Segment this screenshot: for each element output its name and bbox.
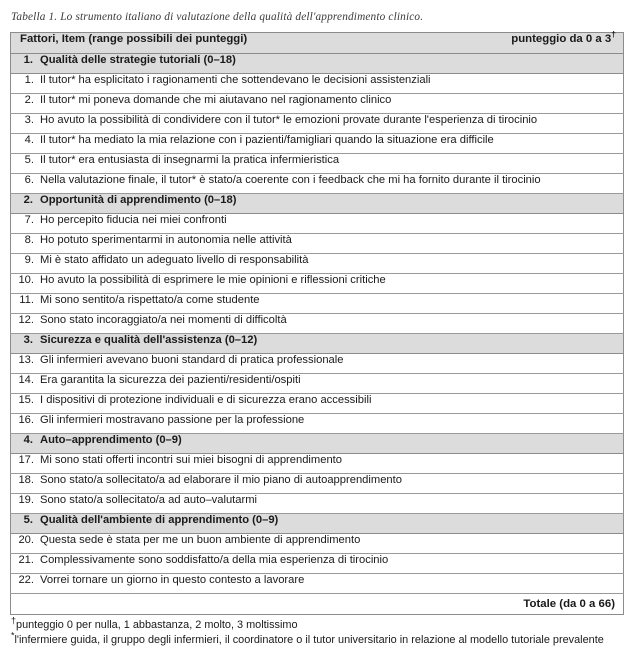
footnote bbox=[11, 633, 624, 647]
item-row bbox=[11, 534, 624, 554]
item-cell bbox=[11, 494, 624, 514]
item-cell bbox=[11, 374, 624, 394]
item-label: Il tutor* mi poneva domande che mi aiutavano nel ragionamento clinico bbox=[40, 94, 616, 106]
item-label: I dispositivi di protezione individuali e di sicurezza erano accessibili bbox=[40, 394, 616, 406]
item-label: Mi è stato affidato un adeguato livello di responsabilità bbox=[40, 254, 616, 266]
footnote-marker-dagger: † bbox=[611, 29, 616, 39]
item-row bbox=[11, 554, 624, 574]
item-row bbox=[11, 254, 624, 274]
column-header-items: Fattori, Item (range possibili dei punteggi) bbox=[20, 33, 247, 45]
item-label: Sono stato/a sollecitato/a ad auto–valutarmi bbox=[40, 494, 616, 506]
column-header-score-label: punteggio da 0 a 3 bbox=[511, 33, 611, 45]
item-cell bbox=[11, 234, 624, 254]
factor-row bbox=[11, 194, 624, 214]
item-number: 12. bbox=[11, 314, 40, 326]
item-number: 17. bbox=[11, 454, 40, 466]
item-label: Sono stato incoraggiato/a nei momenti di difficoltà bbox=[40, 314, 616, 326]
item-cell bbox=[11, 214, 624, 234]
item-label: Gli infermieri mostravano passione per la professione bbox=[40, 414, 616, 426]
factor-number: 3. bbox=[11, 334, 40, 346]
item-label: Ho avuto la possibilità di esprimere le mie opinioni e riflessioni critiche bbox=[40, 274, 616, 286]
item-label: Vorrei tornare un giorno in questo contesto a lavorare bbox=[40, 574, 616, 586]
item-label: Mi sono sentito/a rispettato/a come studente bbox=[40, 294, 616, 306]
item-number: 8. bbox=[11, 234, 40, 246]
item-number: 13. bbox=[11, 354, 40, 366]
item-cell bbox=[11, 554, 624, 574]
footnote-text: l'infermiere guida, il gruppo degli infermieri, il coordinatore o il tutor universitario in relazione al modello tutoriale prevalente bbox=[15, 634, 604, 646]
table-header-row bbox=[11, 33, 624, 54]
factor-cell bbox=[11, 434, 624, 454]
factor-row bbox=[11, 434, 624, 454]
footnote-text: punteggio 0 per nulla, 1 abbastanza, 2 molto, 3 moltissimo bbox=[16, 619, 298, 631]
table-body bbox=[11, 33, 624, 615]
factor-label: Opportunità di apprendimento (0–18) bbox=[40, 194, 616, 206]
item-row bbox=[11, 574, 624, 594]
item-label: Mi sono stati offerti incontri sui miei bisogni di apprendimento bbox=[40, 454, 616, 466]
item-cell bbox=[11, 74, 624, 94]
item-row bbox=[11, 74, 624, 94]
item-cell bbox=[11, 254, 624, 274]
factor-number: 5. bbox=[11, 514, 40, 526]
factor-row bbox=[11, 514, 624, 534]
factor-cell bbox=[11, 54, 624, 74]
item-row bbox=[11, 134, 624, 154]
item-row bbox=[11, 454, 624, 474]
item-row bbox=[11, 494, 624, 514]
item-number: 20. bbox=[11, 534, 40, 546]
factor-number: 4. bbox=[11, 434, 40, 446]
item-row bbox=[11, 374, 624, 394]
item-label: Gli infermieri avevano buoni standard di pratica professionale bbox=[40, 354, 616, 366]
factor-number: 2. bbox=[11, 194, 40, 206]
item-cell bbox=[11, 314, 624, 334]
factor-label: Qualità dell'ambiente di apprendimento (0–9) bbox=[40, 514, 616, 526]
item-number: 3. bbox=[11, 114, 40, 126]
item-label: Nella valutazione finale, il tutor* è stato/a coerente con i feedback che mi ha fornito durante il tirocinio bbox=[40, 174, 616, 186]
factor-row bbox=[11, 54, 624, 74]
item-number: 4. bbox=[11, 134, 40, 146]
item-row bbox=[11, 414, 624, 434]
item-cell bbox=[11, 294, 624, 314]
item-row bbox=[11, 114, 624, 134]
item-number: 18. bbox=[11, 474, 40, 486]
table-header-cell bbox=[11, 33, 624, 54]
item-cell bbox=[11, 354, 624, 374]
item-number: 21. bbox=[11, 554, 40, 566]
column-header-score bbox=[511, 33, 616, 45]
item-number: 19. bbox=[11, 494, 40, 506]
instrument-table bbox=[10, 32, 624, 615]
table-caption: Tabella 1. Lo strumento italiano di valutazione della qualità dell'apprendimento clinico. bbox=[10, 0, 624, 32]
footnote-marker: * bbox=[11, 630, 15, 640]
item-number: 2. bbox=[11, 94, 40, 106]
item-cell bbox=[11, 274, 624, 294]
factor-cell bbox=[11, 334, 624, 354]
item-row bbox=[11, 214, 624, 234]
item-label: Era garantita la sicurezza dei pazienti/residenti/ospiti bbox=[40, 374, 616, 386]
item-cell bbox=[11, 114, 624, 134]
item-row bbox=[11, 94, 624, 114]
footnote-marker: † bbox=[11, 615, 16, 625]
item-cell bbox=[11, 134, 624, 154]
item-row bbox=[11, 354, 624, 374]
item-label: Il tutor* ha esplicitato i ragionamenti che sottendevano le decisioni assistenziali bbox=[40, 74, 616, 86]
item-cell bbox=[11, 94, 624, 114]
item-number: 15. bbox=[11, 394, 40, 406]
total-cell bbox=[11, 594, 624, 615]
item-number: 1. bbox=[11, 74, 40, 86]
item-cell bbox=[11, 454, 624, 474]
item-cell bbox=[11, 474, 624, 494]
item-number: 14. bbox=[11, 374, 40, 386]
item-label: Complessivamente sono soddisfatto/a della mia esperienza di tirocinio bbox=[40, 554, 616, 566]
item-cell bbox=[11, 574, 624, 594]
item-cell bbox=[11, 534, 624, 554]
factor-cell bbox=[11, 514, 624, 534]
item-label: Ho percepito fiducia nei miei confronti bbox=[40, 214, 616, 226]
factor-row bbox=[11, 334, 624, 354]
factor-number: 1. bbox=[11, 54, 40, 66]
item-row bbox=[11, 394, 624, 414]
footnote bbox=[11, 618, 624, 633]
item-row bbox=[11, 274, 624, 294]
factor-label: Sicurezza e qualità dell'assistenza (0–12) bbox=[40, 334, 616, 346]
item-cell bbox=[11, 154, 624, 174]
item-label: Il tutor* era entusiasta di insegnarmi la pratica infermieristica bbox=[40, 154, 616, 166]
item-number: 5. bbox=[11, 154, 40, 166]
item-label: Il tutor* ha mediato la mia relazione con i pazienti/famigliari quando la situazione era difficile bbox=[40, 134, 616, 146]
item-cell bbox=[11, 414, 624, 434]
item-label: Ho avuto la possibilità di condividere con il tutor* le emozioni provate durante l'esperienza di tirocinio bbox=[40, 114, 616, 126]
total-row bbox=[11, 594, 624, 615]
item-number: 10. bbox=[11, 274, 40, 286]
factor-label: Qualità delle strategie tutoriali (0–18) bbox=[40, 54, 616, 66]
item-label: Questa sede è stata per me un buon ambiente di apprendimento bbox=[40, 534, 616, 546]
item-row bbox=[11, 154, 624, 174]
item-row bbox=[11, 174, 624, 194]
item-number: 7. bbox=[11, 214, 40, 226]
item-label: Ho potuto sperimentarmi in autonomia nelle attività bbox=[40, 234, 616, 246]
item-number: 22. bbox=[11, 574, 40, 586]
item-number: 6. bbox=[11, 174, 40, 186]
footnotes bbox=[10, 615, 624, 647]
item-label: Sono stato/a sollecitato/a ad elaborare il mio piano di autoapprendimento bbox=[40, 474, 616, 486]
factor-cell bbox=[11, 194, 624, 214]
total-label: Totale (da 0 a 66) bbox=[11, 594, 623, 614]
factor-label: Auto–apprendimento (0–9) bbox=[40, 434, 616, 446]
item-number: 11. bbox=[11, 294, 40, 306]
item-number: 9. bbox=[11, 254, 40, 266]
item-row bbox=[11, 314, 624, 334]
item-row bbox=[11, 294, 624, 314]
item-cell bbox=[11, 394, 624, 414]
item-cell bbox=[11, 174, 624, 194]
item-row bbox=[11, 234, 624, 254]
item-row bbox=[11, 474, 624, 494]
item-number: 16. bbox=[11, 414, 40, 426]
